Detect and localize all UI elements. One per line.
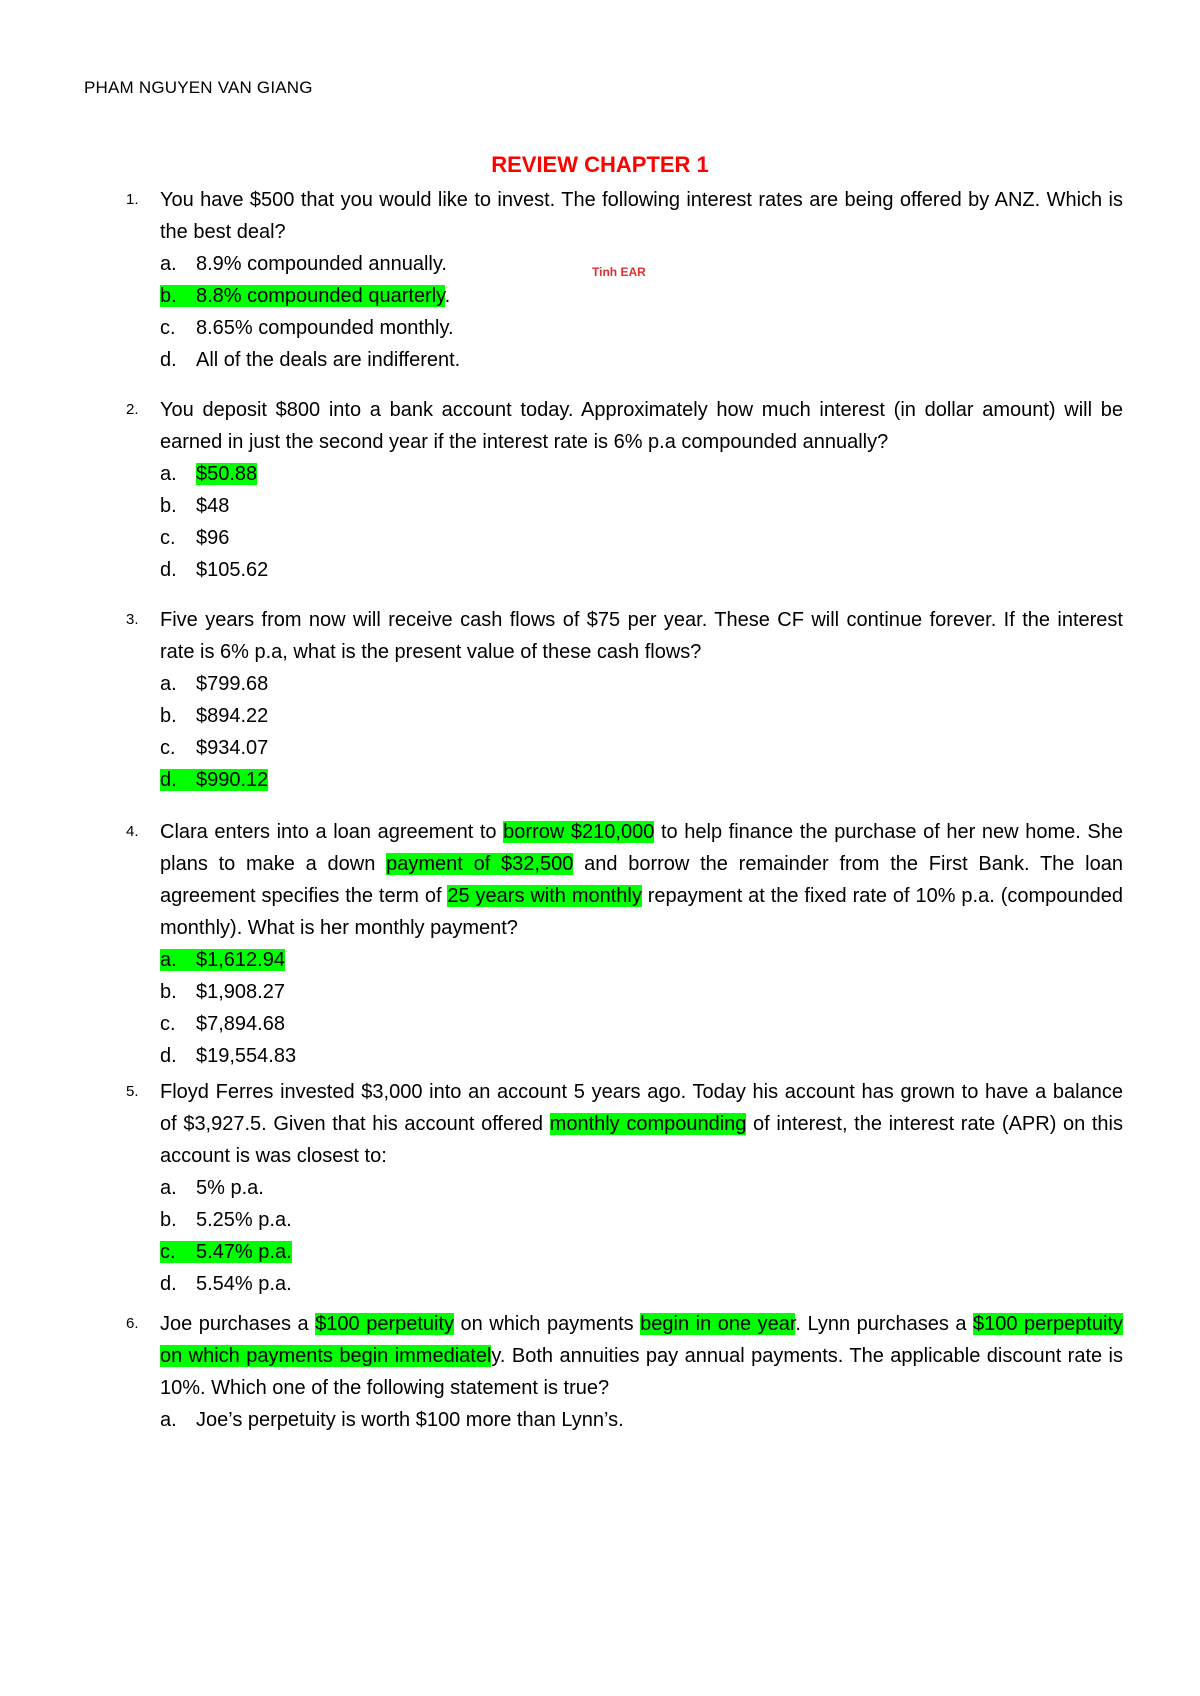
option-letter: a.	[160, 949, 177, 971]
option-text: $1,612.94	[196, 949, 285, 971]
option-text: $799.68	[196, 673, 269, 695]
question-stem	[160, 1308, 1123, 1404]
option-letter: a.	[160, 1409, 177, 1431]
answer-option	[160, 668, 1123, 700]
option-letter: a.	[160, 253, 177, 275]
stem-text: You have $500 that you would like to invest. The following interest rates are being offered by ANZ. Which is the best deal?	[160, 189, 1123, 243]
option-letter: a.	[160, 1177, 177, 1199]
answer-option	[160, 554, 1123, 586]
stem-text: Joe purchases a	[160, 1313, 316, 1335]
option-letter: b.	[160, 705, 177, 727]
option-letter: c.	[160, 1241, 176, 1263]
option-text: $48	[196, 495, 230, 517]
option-text: 5% p.a.	[196, 1177, 264, 1199]
option-letter: d.	[160, 349, 177, 371]
question-5	[118, 1076, 1123, 1300]
question-stem	[160, 604, 1123, 668]
answer-option	[160, 1404, 1123, 1436]
option-text: 8.65% compounded monthly.	[196, 317, 454, 339]
option-text: $19,554.83	[196, 1045, 297, 1067]
option-letter: b.	[160, 1209, 177, 1231]
option-letter: b.	[160, 495, 177, 517]
stem-text: on which payments	[454, 1313, 641, 1335]
answer-option	[160, 1236, 1123, 1268]
question-number: 4.	[126, 823, 139, 840]
option-text: $934.07	[196, 737, 269, 759]
option-letter: b.	[160, 285, 177, 307]
option-text: 8.8% compounded quarterly	[196, 285, 445, 307]
option-letter: d.	[160, 1273, 177, 1295]
stem-text: Five years from now will receive cash flows of $75 per year. These CF will continue forever. If the interest rate is 6% p.a, what is the present value of these cash flows?	[160, 609, 1123, 663]
question-number: 3.	[126, 611, 139, 628]
answer-option	[160, 522, 1123, 554]
highlighted-text: 25 years with monthly	[447, 885, 642, 907]
question-stem	[160, 1076, 1123, 1172]
question-stem	[160, 184, 1123, 248]
answer-option	[160, 1268, 1123, 1300]
answer-option	[160, 1008, 1123, 1040]
question-number: 2.	[126, 401, 139, 418]
stem-text: You deposit $800 into a bank account today. Approximately how much interest (in dollar amount) will be earned in just the second year if the interest rate is 6% p.a compounded annually?	[160, 399, 1123, 453]
answer-option	[160, 344, 1123, 376]
question-2	[118, 394, 1123, 586]
option-letter: c.	[160, 317, 176, 339]
question-3	[118, 604, 1123, 796]
highlighted-text: $100 perpeptuity on which payments begin immediatel	[160, 1313, 1123, 1367]
option-letter: c.	[160, 527, 176, 549]
option-text: $50.88	[196, 463, 258, 485]
option-letter: a.	[160, 463, 177, 485]
option-text: 5.47% p.a.	[196, 1241, 292, 1263]
option-letter: d.	[160, 1045, 177, 1067]
highlighted-text: begin in one year	[640, 1313, 796, 1335]
option-text: $105.62	[196, 559, 269, 581]
answer-option	[160, 1172, 1123, 1204]
option-letter: c.	[160, 737, 176, 759]
highlighted-text: $100 perpetuity	[315, 1313, 455, 1335]
question-stem	[160, 816, 1123, 944]
answer-option	[160, 944, 1123, 976]
highlighted-text: payment of $32,500	[386, 853, 574, 875]
stem-text: to help finance the purchase of her new home. She plans to make a down	[160, 821, 1124, 875]
answer-option	[160, 312, 1123, 344]
stem-text: repayment at the fixed rate of 10% p.a. (compounded monthly). What is her monthly payment?	[160, 885, 1123, 939]
answer-option	[160, 458, 1123, 490]
option-text: $1,908.27	[196, 981, 285, 1003]
answer-option	[160, 700, 1123, 732]
question-number: 6.	[126, 1315, 139, 1332]
option-text: 8.9% compounded annually.	[196, 253, 447, 275]
highlighted-text: monthly compounding	[549, 1113, 747, 1135]
question-6	[118, 1308, 1123, 1436]
option-text: Joe’s perpetuity is worth $100 more than Lynn’s.	[196, 1409, 624, 1431]
stem-text: and borrow the remainder from the First Bank. The loan agreement specifies the term of	[160, 853, 1123, 907]
option-tail: .	[444, 285, 451, 307]
option-text: 5.54% p.a.	[196, 1273, 292, 1295]
option-text: $7,894.68	[196, 1013, 285, 1035]
option-letter: d.	[160, 769, 177, 791]
highlighted-text: borrow $210,000	[503, 821, 655, 843]
option-letter: a.	[160, 673, 177, 695]
answer-option	[160, 280, 1123, 312]
option-text: $990.12	[196, 769, 269, 791]
stem-text: Clara enters into a loan agreement to	[160, 821, 504, 843]
option-letter: d.	[160, 559, 177, 581]
answer-option	[160, 764, 1123, 796]
question-number: 5.	[126, 1083, 139, 1100]
stem-text: y. Both annuities pay annual payments. The applicable discount rate is 10%. Which one of the following statement is true?	[160, 1345, 1124, 1399]
question-number: 1.	[126, 191, 139, 208]
answer-option	[160, 732, 1123, 764]
stem-text: of interest, the interest rate (APR) on this account is was closest to:	[160, 1113, 1123, 1167]
option-text: $96	[196, 527, 230, 549]
answer-option	[160, 248, 1123, 280]
question-1	[118, 184, 1123, 376]
answer-option	[160, 976, 1123, 1008]
margin-note: Tinh EAR	[592, 265, 646, 279]
question-stem	[160, 394, 1123, 458]
answer-option	[160, 1204, 1123, 1236]
answer-option	[160, 490, 1123, 522]
stem-text: . Lynn purchases a	[795, 1313, 974, 1335]
author-name: PHAM NGUYEN VAN GIANG	[84, 78, 313, 97]
answer-option	[160, 1040, 1123, 1072]
stem-text: Floyd Ferres invested $3,000 into an account 5 years ago. Today his account has grown to have a balance of $3,927.5. Given that his account offered	[160, 1081, 1123, 1135]
option-letter: b.	[160, 981, 177, 1003]
option-text: All of the deals are indifferent.	[196, 349, 461, 371]
page-title: REVIEW CHAPTER 1	[491, 152, 709, 177]
option-letter: c.	[160, 1013, 176, 1035]
option-text: $894.22	[196, 705, 269, 727]
option-text: 5.25% p.a.	[196, 1209, 292, 1231]
question-4	[118, 816, 1123, 1072]
